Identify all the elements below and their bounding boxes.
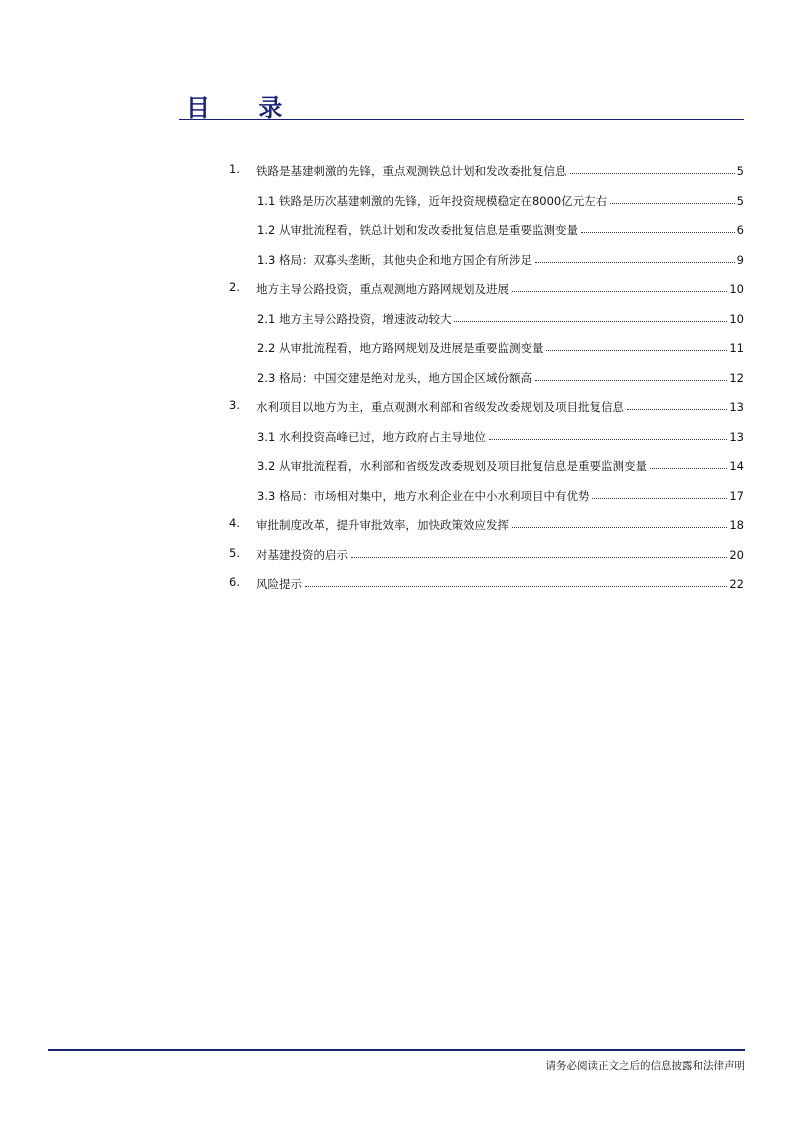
toc-entry-page: 22 bbox=[729, 577, 744, 591]
toc-entry-number: 6. bbox=[229, 575, 240, 589]
toc-entry-title: 铁路是基建刺激的先锋，重点观测铁总计划和发改委批复信息 bbox=[256, 164, 567, 178]
heading-divider bbox=[179, 119, 744, 120]
toc-entry[interactable] bbox=[257, 455, 744, 473]
toc-entry-number: 5. bbox=[229, 545, 240, 560]
toc-entry-page: 5 bbox=[736, 164, 744, 178]
toc-entry[interactable] bbox=[257, 485, 744, 503]
toc-dot-leader bbox=[546, 350, 727, 351]
toc-dot-leader bbox=[512, 527, 727, 528]
toc-dot-leader bbox=[351, 557, 727, 558]
toc-entry[interactable] bbox=[257, 249, 744, 267]
toc-entry[interactable] bbox=[257, 219, 744, 237]
toc-entry-number: 2. bbox=[229, 280, 240, 294]
toc-entry-title: 1.2 从审批流程看，铁总计划和发改委批复信息是重要监测变量 bbox=[257, 223, 578, 237]
toc-dot-leader bbox=[535, 262, 735, 263]
toc-entry-title: 风险提示 bbox=[256, 577, 302, 591]
toc-dot-leader bbox=[454, 321, 727, 322]
toc-entry-title: 3.3 格局：市场相对集中，地方水利企业在中小水利项目中有优势 bbox=[257, 488, 590, 503]
toc-entry-page: 18 bbox=[729, 518, 744, 532]
toc-entry-number: 1. bbox=[229, 162, 240, 176]
footer-divider bbox=[48, 1049, 745, 1051]
toc-entry-page: 12 bbox=[729, 370, 744, 385]
toc-entry-title: 审批制度改革，提升审批效率，加快政策效应发挥 bbox=[256, 518, 509, 532]
toc-entry-title: 1.1 铁路是历次基建刺激的先锋，近年投资规模稳定在8000亿元左右 bbox=[257, 193, 608, 208]
toc-entry[interactable] bbox=[257, 190, 744, 208]
toc-entry[interactable] bbox=[257, 367, 744, 385]
toc-entry[interactable] bbox=[257, 308, 744, 326]
toc-entry[interactable] bbox=[229, 544, 744, 562]
toc-entry[interactable] bbox=[257, 426, 744, 444]
toc-entry[interactable] bbox=[229, 278, 744, 296]
toc-entry-page: 6 bbox=[736, 223, 744, 237]
toc-entry-page: 5 bbox=[736, 193, 744, 208]
toc-entry-page: 14 bbox=[729, 459, 744, 473]
toc-entry-page: 17 bbox=[729, 488, 744, 503]
toc-dot-leader bbox=[512, 291, 727, 292]
toc-entry-page: 9 bbox=[736, 252, 744, 267]
toc-entry-page: 13 bbox=[729, 400, 744, 414]
toc-entry-title: 2.2 从审批流程看，地方路网规划及进展是重要监测变量 bbox=[257, 341, 544, 355]
toc-dot-leader bbox=[650, 468, 727, 469]
toc-entry-title: 水利项目以地方为主，重点观测水利部和省级发改委规划及项目批复信息 bbox=[256, 400, 624, 414]
toc-entry-page: 10 bbox=[729, 311, 744, 326]
toc-dot-leader bbox=[489, 439, 727, 440]
toc-entry-title: 3.1 水利投资高峰已过，地方政府占主导地位 bbox=[257, 429, 486, 444]
toc-entry-title: 3.2 从审批流程看，水利部和省级发改委规划及项目批复信息是重要监测变量 bbox=[257, 459, 647, 473]
toc-entry-title: 地方主导公路投资，重点观测地方路网规划及进展 bbox=[256, 282, 509, 296]
toc-entry[interactable] bbox=[229, 514, 744, 532]
toc-dot-leader bbox=[592, 498, 727, 499]
toc-dot-leader bbox=[627, 409, 727, 410]
toc-entry-page: 13 bbox=[729, 429, 744, 444]
toc-entry-page: 10 bbox=[729, 282, 744, 296]
toc-dot-leader bbox=[581, 232, 735, 233]
toc-dot-leader bbox=[570, 173, 735, 174]
toc-entry-number: 3. bbox=[229, 398, 240, 412]
toc-dot-leader bbox=[535, 380, 727, 381]
toc-entry-number: 4. bbox=[229, 516, 240, 530]
toc-entry-page: 20 bbox=[729, 547, 744, 562]
footer-disclaimer: 请务必阅读正文之后的信息披露和法律声明 bbox=[545, 1060, 745, 1072]
toc-entry-page: 11 bbox=[729, 341, 744, 355]
toc-entry-title: 2.1 地方主导公路投资，增速波动较大 bbox=[257, 311, 452, 326]
toc-entry-title: 1.3 格局：双寡头垄断，其他央企和地方国企有所涉足 bbox=[257, 252, 532, 267]
toc-entry-title: 2.3 格局：中国交建是绝对龙头，地方国企区域份额高 bbox=[257, 370, 532, 385]
toc-dot-leader bbox=[610, 203, 734, 204]
toc-entry[interactable] bbox=[229, 573, 744, 591]
toc-heading: 目 录 bbox=[186, 94, 303, 122]
toc-entry[interactable] bbox=[257, 337, 744, 355]
toc-dot-leader bbox=[305, 586, 727, 587]
toc-entry[interactable] bbox=[229, 160, 744, 178]
toc-entry-title: 对基建投资的启示 bbox=[256, 547, 348, 562]
toc-entry[interactable] bbox=[229, 396, 744, 414]
